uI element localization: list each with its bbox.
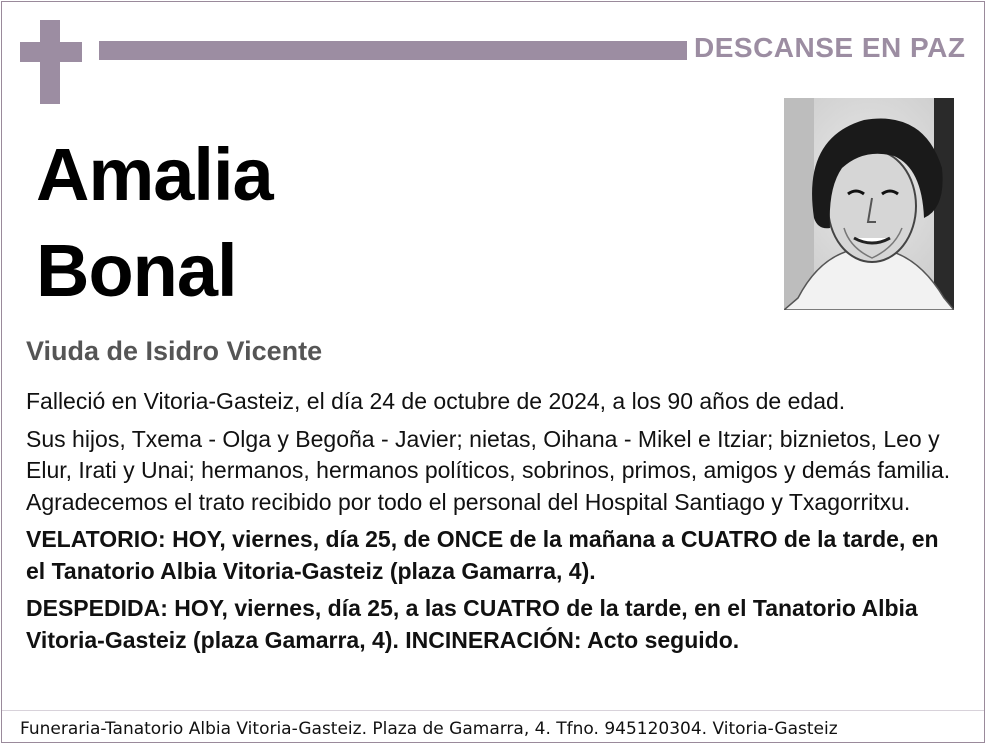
obituary-card xyxy=(1,1,985,743)
footer-divider xyxy=(2,710,984,711)
first-name: Amalia xyxy=(36,133,273,216)
last-name: Bonal xyxy=(36,229,237,312)
cross-icon-bar xyxy=(20,42,82,62)
header-bar xyxy=(99,41,687,60)
portrait-photo-icon xyxy=(784,98,954,310)
cross-icon xyxy=(40,20,60,104)
family-text: Sus hijos, Txema - Olga y Begoña - Javier; nietas, Oihana - Mikel e Itziar; biznietos, Leo y Elur, Irati y Unai; hermanos, hermanos políticos, sobrinos, primos, amigos y demás familia. Agradecemos el trato recibido por todo el personal del Hospital Santiago y Txagorritxu. xyxy=(26,425,951,515)
funeral-home-footer: Funeraria-Tanatorio Albia Vitoria-Gasteiz. Plaza de Gamarra, 4. Tfno. 945120304. Vitoria-Gasteiz xyxy=(20,719,838,739)
wake-info: VELATORIO: HOY, viernes, día 25, de ONCE de la mañana a CUATRO de la tarde, en el Tanatorio Albia Vitoria-Gasteiz (plaza Gamarra, 4). xyxy=(26,526,939,584)
death-notice: Falleció en Vitoria-Gasteiz, el día 24 de octubre de 2024, a los 90 años de edad. xyxy=(26,388,846,414)
header-title: DESCANSE EN PAZ xyxy=(694,32,966,63)
obituary-body xyxy=(26,386,961,662)
relation-subtitle: Viuda de Isidro Vicente xyxy=(26,336,323,366)
farewell-info: DESPEDIDA: HOY, viernes, día 25, a las CUATRO de la tarde, en el Tanatorio Albia Vitoria-Gasteiz (plaza Gamarra, 4). INCINERACIÓN: Acto seguido. xyxy=(26,595,918,653)
